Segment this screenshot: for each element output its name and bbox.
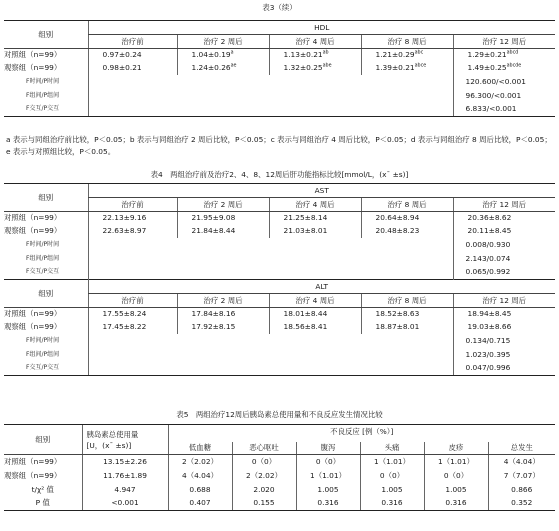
table5-adverse-header: 不良反应 [例（%）]	[168, 425, 555, 439]
value-cell: 0.688	[168, 483, 232, 497]
table4-col-header: 治疗 4 周后	[269, 198, 361, 212]
value-cell: 0.866	[488, 483, 555, 497]
value-cell: 17.55±8.24	[88, 308, 177, 321]
value-cell: 1.32±0.25$^{abe}$	[269, 62, 361, 75]
table4-group-header: 组别	[4, 280, 88, 308]
value-cell: 0.316	[296, 497, 360, 511]
value-cell: 0.155	[232, 497, 296, 511]
table5-col-header: 头痛	[360, 442, 424, 455]
value-cell: 4（4.04）	[168, 469, 232, 483]
table3-col-header: 治疗 4 周后	[269, 35, 361, 49]
table4-col-header: 治疗 2 周后	[177, 294, 269, 308]
value-cell: $1.39\pm 0.21^{abce}$	[361, 62, 453, 75]
stats-row	[4, 89, 555, 103]
table4-col-header: 治疗 8 周后	[361, 294, 453, 308]
value-cell: 1.005	[360, 483, 424, 497]
stats-row	[4, 238, 555, 252]
value-cell: 0.352	[488, 497, 555, 511]
group-label: 对照组（n=99）	[4, 50, 62, 60]
stat-value: 1.023/0.395	[453, 348, 555, 362]
stat-label: F时间/P时间	[26, 240, 60, 248]
value-cell: 0.316	[360, 497, 424, 511]
table3	[4, 20, 555, 117]
table4-indicator-alt: ALT	[88, 280, 555, 294]
value-cell: 20.11±8.45	[453, 225, 555, 238]
table-row	[4, 483, 555, 497]
value-cell: 1（1.01）	[360, 455, 424, 469]
value-cell: 0.97±0.24	[88, 49, 177, 62]
stats-row	[4, 75, 555, 89]
value-cell: $1.29\pm 0.21^{abcd}$	[453, 49, 555, 62]
table5-col-header: 腹泻	[296, 442, 360, 455]
group-label: 观察组（n=99）	[4, 470, 62, 480]
table-row	[4, 225, 555, 238]
value-cell: 7（7.07）	[488, 469, 555, 483]
table4-indicator-ast: AST	[88, 184, 555, 198]
value-cell: 20.64±8.94	[361, 212, 453, 225]
value-cell: 20.36±8.62	[453, 212, 555, 225]
table5	[4, 424, 555, 511]
stats-row	[4, 103, 555, 117]
table5-col-header: 总发生	[488, 442, 555, 455]
table3-caption: 表3（续）	[262, 3, 297, 12]
table3-footnote: a 表示与同组治疗前比较，P＜0.05；b 表示与同组治疗 2 周后比较，P＜0.05；c 表示与同组治疗 4 周后比较，P＜0.05；d 表示与同组治疗 8 周后比较，P＜0.05；e 表示与对照组比较，P＜0.05。	[6, 135, 552, 156]
value-cell: 1（1.01）	[424, 455, 488, 469]
value-cell: 19.03±8.66	[453, 321, 555, 334]
value-cell: 0.316	[424, 497, 488, 511]
value-cell: 1（1.01）	[296, 469, 360, 483]
stat-label: F组间/P组间	[26, 91, 60, 99]
value-cell: 0（0）	[232, 455, 296, 469]
table4-col-header: 治疗前	[88, 294, 177, 308]
table3-group-header: 组别	[4, 21, 88, 49]
table-row	[4, 62, 555, 75]
value-cell: 17.84±8.16	[177, 308, 269, 321]
value-cell: 1.21±0.29$^{abc}$	[361, 49, 453, 62]
value-cell: 20.48±8.23	[361, 225, 453, 238]
value-cell: 18.87±8.01	[361, 321, 453, 334]
stat-value: 0.008/0.930	[453, 238, 555, 252]
table-row	[4, 455, 555, 469]
value-cell: 0.407	[168, 497, 232, 511]
table4-col-header: 治疗 8 周后	[361, 198, 453, 212]
value-cell: 4（4.04）	[488, 455, 555, 469]
stat-label: F时间/P时间	[26, 336, 60, 344]
value-cell: 18.94±8.45	[453, 308, 555, 321]
table3-col-header: 治疗 2 周后	[177, 35, 269, 49]
value-cell: 4.947	[82, 483, 168, 497]
value-cell: 1.005	[424, 483, 488, 497]
table4-group-header: 组别	[4, 184, 88, 212]
value-cell: 0（0）	[360, 469, 424, 483]
table5-col-header: 恶心呕吐	[232, 442, 296, 455]
group-label: 观察组（n=99）	[4, 63, 62, 72]
table5-insulin-header: 胰岛素总使用量 [U，(x¯ ±s)]	[82, 425, 168, 455]
value-cell: 1.005	[296, 483, 360, 497]
table-row	[4, 308, 555, 321]
table5-caption: 表5 两组治疗12周后胰岛素总使用量和不良反应发生情况比较	[176, 410, 383, 419]
stats-row	[4, 334, 555, 348]
value-cell: 1.13±0.21$^{ab}$	[269, 49, 361, 62]
value-cell: 17.92±8.15	[177, 321, 269, 334]
group-label: t/χ² 值	[31, 484, 54, 494]
value-cell: 18.56±8.41	[269, 321, 361, 334]
table4-col-header: 治疗 4 周后	[269, 294, 361, 308]
value-cell: 2.020	[232, 483, 296, 497]
value-cell: 1.24±0.26$^{ae}$	[177, 62, 269, 75]
stat-label: F交互/P交互	[4, 103, 88, 117]
table4	[4, 183, 555, 376]
stat-value: 96.300/<0.001	[453, 89, 555, 103]
table5-group-header: 组别	[4, 425, 82, 455]
group-label: 对照组（n=99）	[4, 213, 62, 223]
value-cell: 13.15±2.26	[82, 455, 168, 469]
group-label: P 值	[4, 497, 82, 511]
table4-col-header: 治疗 12 周后	[453, 198, 555, 212]
group-label: 观察组（n=99）	[4, 226, 62, 235]
value-cell: 0（0）	[424, 469, 488, 483]
value-cell: 22.63±8.97	[88, 225, 177, 238]
table4-col-header: 治疗前	[88, 198, 177, 212]
stat-value: 0.134/0.715	[453, 334, 555, 348]
value-cell: 2（2.02）	[232, 469, 296, 483]
value-cell: 21.03±8.01	[269, 225, 361, 238]
value-cell: $1.49\pm 0.25^{abcde}$	[453, 62, 555, 75]
stats-row	[4, 252, 555, 266]
value-cell: 17.45±8.22	[88, 321, 177, 334]
table5-col-header: 皮疹	[424, 442, 488, 455]
stat-label: F交互/P交互	[26, 268, 60, 276]
stat-value: 2.143/0.074	[453, 252, 555, 266]
table-row	[4, 497, 555, 511]
stat-label: F组间/P组间	[26, 254, 60, 262]
value-cell: 21.84±8.44	[177, 225, 269, 238]
value-cell: 1.04±0.19$^a$	[177, 49, 269, 62]
table3-col-header: 治疗 12 周后	[453, 35, 555, 49]
value-cell: 21.95±9.08	[177, 212, 269, 225]
value-cell: 21.25±8.14	[269, 212, 361, 225]
value-cell: 22.13±9.16	[88, 212, 177, 225]
table-row	[4, 321, 555, 334]
table3-col-header: 治疗前	[88, 35, 177, 49]
stats-row	[4, 362, 555, 376]
table-row	[4, 49, 555, 62]
stat-label: F时间/P时间	[26, 77, 60, 85]
stat-value: 120.600/<0.001	[453, 75, 555, 89]
table3-col-header: 治疗 8 周后	[361, 35, 453, 49]
table-row	[4, 469, 555, 483]
table5-col-header: 低血糖	[168, 442, 232, 455]
value-cell: 18.52±8.63	[361, 308, 453, 321]
group-label: 对照组（n=99）	[4, 456, 62, 466]
stat-label: F组间/P组间	[26, 350, 60, 358]
value-cell: 0（0）	[296, 455, 360, 469]
group-label: 观察组（n=99）	[4, 322, 62, 331]
group-label: 对照组（n=99）	[4, 309, 62, 319]
table4-caption: 表4 两组治疗前及治疗2、4、8、12周后肝功能指标比较[mmol/L，(x¯ ±s)]	[150, 170, 409, 179]
value-cell: 18.01±8.44	[269, 308, 361, 321]
value-cell: 2（2.02）	[168, 455, 232, 469]
value-cell: 0.98±0.21	[88, 62, 177, 75]
stat-value: 6.833/<0.001	[453, 103, 555, 117]
stats-row	[4, 266, 555, 280]
table-row	[4, 212, 555, 225]
stat-value: 0.065/0.992	[453, 266, 555, 280]
table4-col-header: 治疗 12 周后	[453, 294, 555, 308]
value-cell: 11.76±1.89	[82, 469, 168, 483]
stat-label: F交互/P交互	[4, 362, 88, 376]
table3-indicator-hdl: HDL	[88, 21, 555, 35]
table4-col-header: 治疗 2 周后	[177, 198, 269, 212]
value-cell: <0.001	[82, 497, 168, 511]
stat-value: 0.047/0.996	[453, 362, 555, 376]
stats-row	[4, 348, 555, 362]
